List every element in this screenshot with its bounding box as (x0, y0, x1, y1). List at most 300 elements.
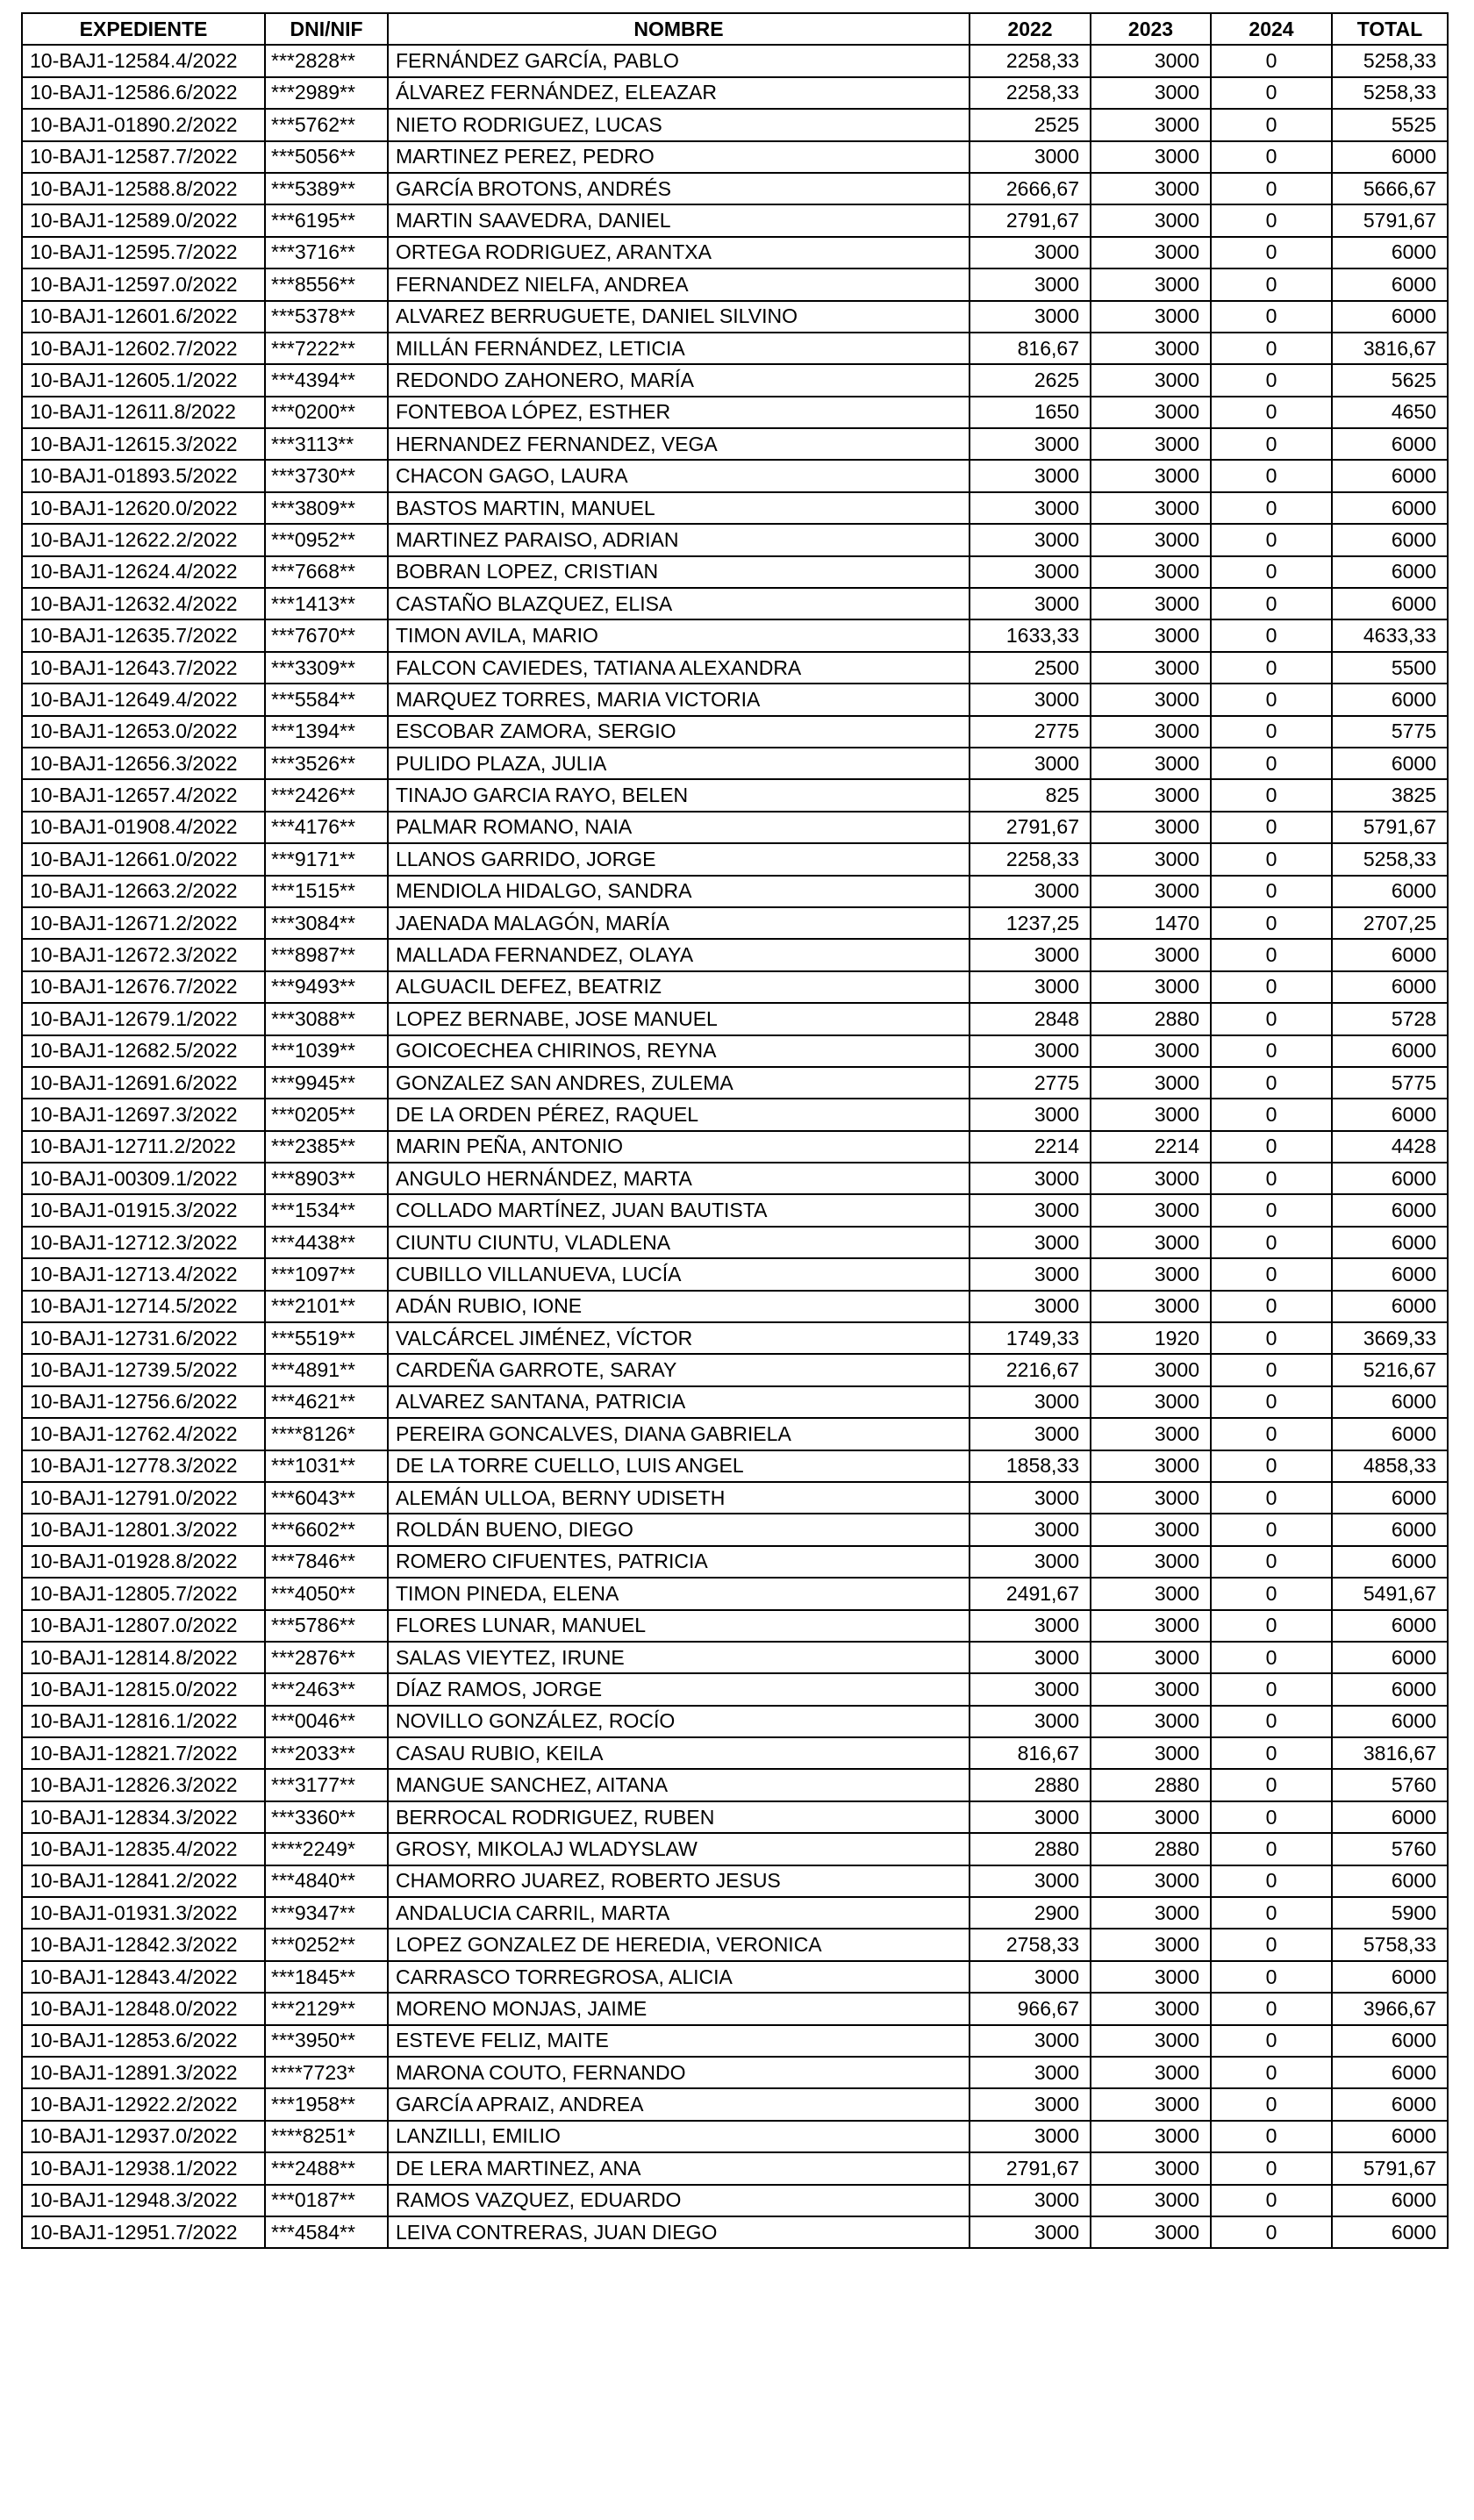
expediente-cell: 10-BAJ1-12676.7/2022 (22, 971, 265, 1003)
total-cell: 6000 (1332, 1194, 1448, 1226)
expediente-cell: 10-BAJ1-12713.4/2022 (22, 1258, 265, 1290)
amount-2023-cell: 3000 (1091, 1929, 1211, 1960)
table-row (22, 779, 1448, 811)
amount-2024-cell: 0 (1211, 460, 1332, 491)
dni-nif-cell: ****8251* (265, 2121, 388, 2152)
dni-nif-cell: ***1515** (265, 876, 388, 907)
dni-nif-cell: ***9171** (265, 843, 388, 875)
amount-2022-cell: 3000 (970, 1482, 1091, 1514)
amount-2022-cell: 2791,67 (970, 204, 1091, 236)
amount-2022-cell: 2848 (970, 1003, 1091, 1034)
dni-nif-cell: ***1039** (265, 1035, 388, 1067)
amount-2023-cell: 3000 (1091, 1450, 1211, 1482)
expediente-cell: 10-BAJ1-12624.4/2022 (22, 556, 265, 588)
amount-2022-cell: 3000 (970, 1227, 1091, 1258)
nombre-cell: LANZILLI, EMILIO (388, 2121, 970, 2152)
expediente-cell: 10-BAJ1-12586.6/2022 (22, 77, 265, 109)
dni-nif-cell: ***0952** (265, 524, 388, 555)
amount-2024-cell: 0 (1211, 2088, 1332, 2120)
nombre-cell: GONZALEZ SAN ANDRES, ZULEMA (388, 1067, 970, 1099)
nombre-cell: CHACON GAGO, LAURA (388, 460, 970, 491)
amount-2024-cell: 0 (1211, 141, 1332, 173)
amount-2022-cell: 3000 (970, 1865, 1091, 1897)
nombre-cell: TINAJO GARCIA RAYO, BELEN (388, 779, 970, 811)
amount-2022-cell: 2258,33 (970, 843, 1091, 875)
amount-2023-cell: 3000 (1091, 556, 1211, 588)
total-cell: 6000 (1332, 428, 1448, 460)
table-row (22, 109, 1448, 140)
expediente-cell: 10-BAJ1-12649.4/2022 (22, 684, 265, 715)
nombre-cell: PULIDO PLAZA, JULIA (388, 748, 970, 779)
amount-2024-cell: 0 (1211, 524, 1332, 555)
amount-2024-cell: 0 (1211, 1993, 1332, 2024)
dni-nif-cell: ***6195** (265, 204, 388, 236)
amount-2023-cell: 3000 (1091, 2185, 1211, 2216)
amount-2022-cell: 1749,33 (970, 1322, 1091, 1354)
nombre-cell: MARONA COUTO, FERNANDO (388, 2057, 970, 2088)
amount-2023-cell: 3000 (1091, 364, 1211, 396)
table-row (22, 556, 1448, 588)
nombre-cell: COLLADO MARTÍNEZ, JUAN BAUTISTA (388, 1194, 970, 1226)
dni-nif-cell: ***5389** (265, 173, 388, 204)
expediente-cell: 10-BAJ1-12938.1/2022 (22, 2152, 265, 2184)
nombre-cell: FERNANDEZ NIELFA, ANDREA (388, 268, 970, 300)
nombre-cell: GOICOECHEA CHIRINOS, REYNA (388, 1035, 970, 1067)
dni-nif-cell: ***5786** (265, 1610, 388, 1642)
total-cell: 5258,33 (1332, 45, 1448, 76)
nombre-cell: CHAMORRO JUAREZ, ROBERTO JESUS (388, 1865, 970, 1897)
amount-2023-cell: 3000 (1091, 716, 1211, 748)
expediente-cell: 10-BAJ1-01931.3/2022 (22, 1897, 265, 1929)
table-row (22, 1610, 1448, 1642)
amount-2024-cell: 0 (1211, 204, 1332, 236)
amount-2024-cell: 0 (1211, 2025, 1332, 2057)
amount-2022-cell: 3000 (970, 1099, 1091, 1130)
dni-nif-cell: ***3309** (265, 652, 388, 684)
amount-2023-cell: 3000 (1091, 843, 1211, 875)
table-row (22, 204, 1448, 236)
amount-2024-cell: 0 (1211, 1673, 1332, 1705)
table-row (22, 2088, 1448, 2120)
total-cell: 4650 (1332, 397, 1448, 428)
expediente-cell: 10-BAJ1-12663.2/2022 (22, 876, 265, 907)
dni-nif-cell: ***5519** (265, 1322, 388, 1354)
expediente-cell: 10-BAJ1-12843.4/2022 (22, 1961, 265, 1993)
total-cell: 5500 (1332, 652, 1448, 684)
table-row (22, 1291, 1448, 1322)
total-cell: 5791,67 (1332, 204, 1448, 236)
nombre-cell: RAMOS VAZQUEZ, EDUARDO (388, 2185, 970, 2216)
expediente-cell: 10-BAJ1-12805.7/2022 (22, 1578, 265, 1609)
dni-nif-cell: ***7222** (265, 333, 388, 364)
amount-2024-cell: 0 (1211, 1482, 1332, 1514)
nombre-cell: LEIVA CONTRERAS, JUAN DIEGO (388, 2216, 970, 2248)
dni-nif-cell: ***8987** (265, 939, 388, 970)
amount-2022-cell: 3000 (970, 268, 1091, 300)
amount-2023-cell: 3000 (1091, 268, 1211, 300)
total-cell: 6000 (1332, 2216, 1448, 2248)
table-row (22, 2152, 1448, 2184)
total-cell: 6000 (1332, 2057, 1448, 2088)
amount-2022-cell: 3000 (970, 1546, 1091, 1578)
expediente-cell: 10-BAJ1-01890.2/2022 (22, 109, 265, 140)
expediente-cell: 10-BAJ1-12842.3/2022 (22, 1929, 265, 1960)
amount-2022-cell: 3000 (970, 237, 1091, 268)
dni-nif-cell: ***1845** (265, 1961, 388, 1993)
amount-2022-cell: 3000 (970, 2121, 1091, 2152)
amount-2022-cell: 3000 (970, 1035, 1091, 1067)
table-row (22, 301, 1448, 333)
total-cell: 2707,25 (1332, 907, 1448, 939)
amount-2022-cell: 3000 (970, 301, 1091, 333)
amount-2023-cell: 2880 (1091, 1769, 1211, 1801)
table-row (22, 1322, 1448, 1354)
amount-2022-cell: 2491,67 (970, 1578, 1091, 1609)
amount-2023-cell: 3000 (1091, 1673, 1211, 1705)
nombre-cell: MENDIOLA HIDALGO, SANDRA (388, 876, 970, 907)
amount-2024-cell: 0 (1211, 109, 1332, 140)
amount-2024-cell: 0 (1211, 1258, 1332, 1290)
amount-2024-cell: 0 (1211, 684, 1332, 715)
amount-2022-cell: 1858,33 (970, 1450, 1091, 1482)
table-row (22, 460, 1448, 491)
total-cell: 6000 (1332, 2185, 1448, 2216)
dni-nif-cell: ***7670** (265, 619, 388, 651)
total-cell: 5775 (1332, 1067, 1448, 1099)
amount-2023-cell: 3000 (1091, 77, 1211, 109)
expediente-cell: 10-BAJ1-12682.5/2022 (22, 1035, 265, 1067)
dni-nif-cell: ***0252** (265, 1929, 388, 1960)
amount-2023-cell: 3000 (1091, 2025, 1211, 2057)
amount-2024-cell: 0 (1211, 45, 1332, 76)
expediente-cell: 10-BAJ1-12853.6/2022 (22, 2025, 265, 2057)
dni-nif-cell: ***1958** (265, 2088, 388, 2120)
table-row (22, 1386, 1448, 1418)
expediente-cell: 10-BAJ1-12672.3/2022 (22, 939, 265, 970)
expediente-cell: 10-BAJ1-12814.8/2022 (22, 1642, 265, 1673)
nombre-cell: PALMAR ROMANO, NAIA (388, 812, 970, 843)
dni-nif-cell: ***3084** (265, 907, 388, 939)
table-body (22, 45, 1448, 2248)
nombre-cell: PEREIRA GONCALVES, DIANA GABRIELA (388, 1418, 970, 1450)
total-cell: 6000 (1332, 1258, 1448, 1290)
amount-2022-cell: 3000 (970, 2088, 1091, 2120)
amount-2024-cell: 0 (1211, 1067, 1332, 1099)
amount-2024-cell: 0 (1211, 779, 1332, 811)
table-row (22, 684, 1448, 715)
amount-2022-cell: 3000 (970, 556, 1091, 588)
dni-nif-cell: ****2249* (265, 1833, 388, 1865)
amount-2023-cell: 3000 (1091, 1642, 1211, 1673)
nombre-cell: TIMON PINEDA, ELENA (388, 1578, 970, 1609)
amount-2024-cell: 0 (1211, 1897, 1332, 1929)
expediente-cell: 10-BAJ1-01928.8/2022 (22, 1546, 265, 1578)
amount-2022-cell: 2625 (970, 364, 1091, 396)
amount-2022-cell: 3000 (970, 524, 1091, 555)
total-cell: 5900 (1332, 1897, 1448, 1929)
total-cell: 4633,33 (1332, 619, 1448, 651)
total-cell: 6000 (1332, 237, 1448, 268)
expediente-cell: 10-BAJ1-00309.1/2022 (22, 1163, 265, 1194)
table-row (22, 77, 1448, 109)
total-cell: 6000 (1332, 1099, 1448, 1130)
dni-nif-cell: ***2463** (265, 1673, 388, 1705)
total-cell: 4428 (1332, 1131, 1448, 1163)
expediente-cell: 10-BAJ1-12635.7/2022 (22, 619, 265, 651)
amount-2022-cell: 2880 (970, 1769, 1091, 1801)
total-cell: 3966,67 (1332, 1993, 1448, 2024)
total-cell: 5758,33 (1332, 1929, 1448, 1960)
amount-2023-cell: 3000 (1091, 1897, 1211, 1929)
amount-2022-cell: 2758,33 (970, 1929, 1091, 1960)
table-row (22, 364, 1448, 396)
total-cell: 3669,33 (1332, 1322, 1448, 1354)
amount-2024-cell: 0 (1211, 1769, 1332, 1801)
amount-2024-cell: 0 (1211, 333, 1332, 364)
total-cell: 5760 (1332, 1833, 1448, 1865)
amount-2022-cell: 3000 (970, 588, 1091, 619)
total-cell: 6000 (1332, 1801, 1448, 1833)
amount-2023-cell: 3000 (1091, 1291, 1211, 1322)
expediente-cell: 10-BAJ1-12622.2/2022 (22, 524, 265, 555)
amount-2024-cell: 0 (1211, 1035, 1332, 1067)
amount-2024-cell: 0 (1211, 1865, 1332, 1897)
total-cell: 3825 (1332, 779, 1448, 811)
table-row (22, 812, 1448, 843)
expediente-cell: 10-BAJ1-12712.3/2022 (22, 1227, 265, 1258)
amount-2024-cell: 0 (1211, 1514, 1332, 1545)
dni-nif-cell: ***2426** (265, 779, 388, 811)
amount-2023-cell: 3000 (1091, 2088, 1211, 2120)
nombre-cell: MARTINEZ PEREZ, PEDRO (388, 141, 970, 173)
amount-2024-cell: 0 (1211, 1322, 1332, 1354)
amount-2024-cell: 0 (1211, 1801, 1332, 1833)
total-cell: 5525 (1332, 109, 1448, 140)
amount-2023-cell: 3000 (1091, 652, 1211, 684)
amount-2024-cell: 0 (1211, 1354, 1332, 1385)
amount-2022-cell: 3000 (970, 428, 1091, 460)
amount-2023-cell: 3000 (1091, 1737, 1211, 1769)
expediente-cell: 10-BAJ1-12595.7/2022 (22, 237, 265, 268)
expediente-cell: 10-BAJ1-12602.7/2022 (22, 333, 265, 364)
dni-nif-cell: ***0046** (265, 1706, 388, 1737)
amount-2022-cell: 2258,33 (970, 45, 1091, 76)
nombre-cell: ALVAREZ SANTANA, PATRICIA (388, 1386, 970, 1418)
expediente-cell: 10-BAJ1-12807.0/2022 (22, 1610, 265, 1642)
nombre-cell: CARDEÑA GARROTE, SARAY (388, 1354, 970, 1385)
amount-2023-cell: 3000 (1091, 1099, 1211, 1130)
amount-2023-cell: 1470 (1091, 907, 1211, 939)
dni-nif-cell: ***3730** (265, 460, 388, 491)
expediente-cell: 10-BAJ1-12739.5/2022 (22, 1354, 265, 1385)
amount-2022-cell: 816,67 (970, 1737, 1091, 1769)
expediente-cell: 10-BAJ1-12656.3/2022 (22, 748, 265, 779)
expediente-cell: 10-BAJ1-12661.0/2022 (22, 843, 265, 875)
amount-2023-cell: 3000 (1091, 1610, 1211, 1642)
amount-2022-cell: 3000 (970, 1194, 1091, 1226)
amount-2024-cell: 0 (1211, 1418, 1332, 1450)
header-2022: 2022 (970, 13, 1091, 45)
dni-nif-cell: ***6043** (265, 1482, 388, 1514)
dni-nif-cell: ***1097** (265, 1258, 388, 1290)
nombre-cell: CARRASCO TORREGROSA, ALICIA (388, 1961, 970, 1993)
expediente-cell: 10-BAJ1-12589.0/2022 (22, 204, 265, 236)
amount-2022-cell: 3000 (970, 1610, 1091, 1642)
total-cell: 6000 (1332, 1418, 1448, 1450)
expediente-cell: 10-BAJ1-12816.1/2022 (22, 1706, 265, 1737)
nombre-cell: MARIN PEÑA, ANTONIO (388, 1131, 970, 1163)
expediente-cell: 10-BAJ1-12922.2/2022 (22, 2088, 265, 2120)
dni-nif-cell: ***2385** (265, 1131, 388, 1163)
total-cell: 5791,67 (1332, 2152, 1448, 2184)
total-cell: 5491,67 (1332, 1578, 1448, 1609)
amount-2022-cell: 3000 (970, 1642, 1091, 1673)
nombre-cell: TIMON AVILA, MARIO (388, 619, 970, 651)
total-cell: 6000 (1332, 1163, 1448, 1194)
amount-2022-cell: 3000 (970, 748, 1091, 779)
amount-2024-cell: 0 (1211, 1546, 1332, 1578)
amount-2023-cell: 3000 (1091, 204, 1211, 236)
total-cell: 6000 (1332, 492, 1448, 524)
table-row (22, 1099, 1448, 1130)
nombre-cell: ROLDÁN BUENO, DIEGO (388, 1514, 970, 1545)
nombre-cell: DE LA ORDEN PÉREZ, RAQUEL (388, 1099, 970, 1130)
total-cell: 6000 (1332, 1961, 1448, 1993)
table-row (22, 1929, 1448, 1960)
expediente-cell: 10-BAJ1-12587.7/2022 (22, 141, 265, 173)
amount-2023-cell: 3000 (1091, 2057, 1211, 2088)
expediente-cell: 10-BAJ1-12951.7/2022 (22, 2216, 265, 2248)
table-row (22, 619, 1448, 651)
total-cell: 5666,67 (1332, 173, 1448, 204)
table-row (22, 1194, 1448, 1226)
amount-2023-cell: 3000 (1091, 460, 1211, 491)
total-cell: 6000 (1332, 556, 1448, 588)
dni-nif-cell: ***0200** (265, 397, 388, 428)
amount-2023-cell: 3000 (1091, 1194, 1211, 1226)
amount-2023-cell: 3000 (1091, 428, 1211, 460)
total-cell: 5216,67 (1332, 1354, 1448, 1385)
amount-2022-cell: 2900 (970, 1897, 1091, 1929)
amount-2022-cell: 3000 (970, 2216, 1091, 2248)
table-row (22, 1450, 1448, 1482)
amount-2022-cell: 3000 (970, 971, 1091, 1003)
nombre-cell: JAENADA MALAGÓN, MARÍA (388, 907, 970, 939)
total-cell: 6000 (1332, 939, 1448, 970)
amount-2024-cell: 0 (1211, 397, 1332, 428)
amount-2022-cell: 3000 (970, 684, 1091, 715)
nombre-cell: ANGULO HERNÁNDEZ, MARTA (388, 1163, 970, 1194)
table-row (22, 1067, 1448, 1099)
total-cell: 6000 (1332, 1482, 1448, 1514)
total-cell: 5791,67 (1332, 812, 1448, 843)
expediente-cell: 10-BAJ1-12653.0/2022 (22, 716, 265, 748)
header-expediente: EXPEDIENTE (22, 13, 265, 45)
amount-2022-cell: 3000 (970, 141, 1091, 173)
amount-2023-cell: 3000 (1091, 619, 1211, 651)
total-cell: 6000 (1332, 1865, 1448, 1897)
dni-nif-cell: ***8903** (265, 1163, 388, 1194)
amount-2023-cell: 1920 (1091, 1322, 1211, 1354)
expediente-cell: 10-BAJ1-12632.4/2022 (22, 588, 265, 619)
amount-2023-cell: 3000 (1091, 1227, 1211, 1258)
amount-2022-cell: 3000 (970, 1163, 1091, 1194)
dni-nif-cell: ***1534** (265, 1194, 388, 1226)
table-row (22, 1706, 1448, 1737)
amount-2022-cell: 825 (970, 779, 1091, 811)
amount-2024-cell: 0 (1211, 1450, 1332, 1482)
amount-2022-cell: 3000 (970, 1291, 1091, 1322)
table-row (22, 2057, 1448, 2088)
expediente-cell: 10-BAJ1-12848.0/2022 (22, 1993, 265, 2024)
amount-2024-cell: 0 (1211, 1737, 1332, 1769)
table-row (22, 237, 1448, 268)
nombre-cell: BASTOS MARTIN, MANUEL (388, 492, 970, 524)
dni-nif-cell: ***3809** (265, 492, 388, 524)
amount-2024-cell: 0 (1211, 1961, 1332, 1993)
amount-2022-cell: 3000 (970, 1258, 1091, 1290)
dni-nif-cell: ***4584** (265, 2216, 388, 2248)
amount-2024-cell: 0 (1211, 428, 1332, 460)
expediente-cell: 10-BAJ1-12588.8/2022 (22, 173, 265, 204)
total-cell: 6000 (1332, 1546, 1448, 1578)
expediente-cell: 10-BAJ1-12834.3/2022 (22, 1801, 265, 1833)
expediente-cell: 10-BAJ1-12611.8/2022 (22, 397, 265, 428)
amount-2022-cell: 3000 (970, 460, 1091, 491)
table-row (22, 971, 1448, 1003)
dni-nif-cell: ***3950** (265, 2025, 388, 2057)
expediente-cell: 10-BAJ1-12801.3/2022 (22, 1514, 265, 1545)
nombre-cell: MANGUE SANCHEZ, AITANA (388, 1769, 970, 1801)
amount-2022-cell: 3000 (970, 1386, 1091, 1418)
nombre-cell: FONTEBOA LÓPEZ, ESTHER (388, 397, 970, 428)
expediente-cell: 10-BAJ1-12731.6/2022 (22, 1322, 265, 1354)
nombre-cell: CASAU RUBIO, KEILA (388, 1737, 970, 1769)
amount-2022-cell: 3000 (970, 2185, 1091, 2216)
amount-2022-cell: 2525 (970, 109, 1091, 140)
amount-2023-cell: 3000 (1091, 109, 1211, 140)
table-row (22, 2216, 1448, 2248)
table-row (22, 1131, 1448, 1163)
amount-2024-cell: 0 (1211, 843, 1332, 875)
amount-2024-cell: 0 (1211, 1706, 1332, 1737)
total-cell: 6000 (1332, 524, 1448, 555)
nombre-cell: CASTAÑO BLAZQUEZ, ELISA (388, 588, 970, 619)
nombre-cell: FERNÁNDEZ GARCÍA, PABLO (388, 45, 970, 76)
amount-2023-cell: 3000 (1091, 173, 1211, 204)
total-cell: 3816,67 (1332, 333, 1448, 364)
total-cell: 5760 (1332, 1769, 1448, 1801)
amount-2022-cell: 1633,33 (970, 619, 1091, 651)
expediente-cell: 10-BAJ1-12778.3/2022 (22, 1450, 265, 1482)
total-cell: 6000 (1332, 2088, 1448, 2120)
amount-2024-cell: 0 (1211, 301, 1332, 333)
expediente-cell: 10-BAJ1-12597.0/2022 (22, 268, 265, 300)
dni-nif-cell: ***4176** (265, 812, 388, 843)
dni-nif-cell: ***4891** (265, 1354, 388, 1385)
total-cell: 5258,33 (1332, 843, 1448, 875)
total-cell: 6000 (1332, 1291, 1448, 1322)
dni-nif-cell: ***2876** (265, 1642, 388, 1673)
header-row (22, 13, 1448, 45)
dni-nif-cell: ***7846** (265, 1546, 388, 1578)
expediente-cell: 10-BAJ1-12671.2/2022 (22, 907, 265, 939)
dni-nif-cell: ***6602** (265, 1514, 388, 1545)
expediente-cell: 10-BAJ1-12615.3/2022 (22, 428, 265, 460)
nombre-cell: ANDALUCIA CARRIL, MARTA (388, 1897, 970, 1929)
dni-nif-cell: ***2828** (265, 45, 388, 76)
nombre-cell: LLANOS GARRIDO, JORGE (388, 843, 970, 875)
